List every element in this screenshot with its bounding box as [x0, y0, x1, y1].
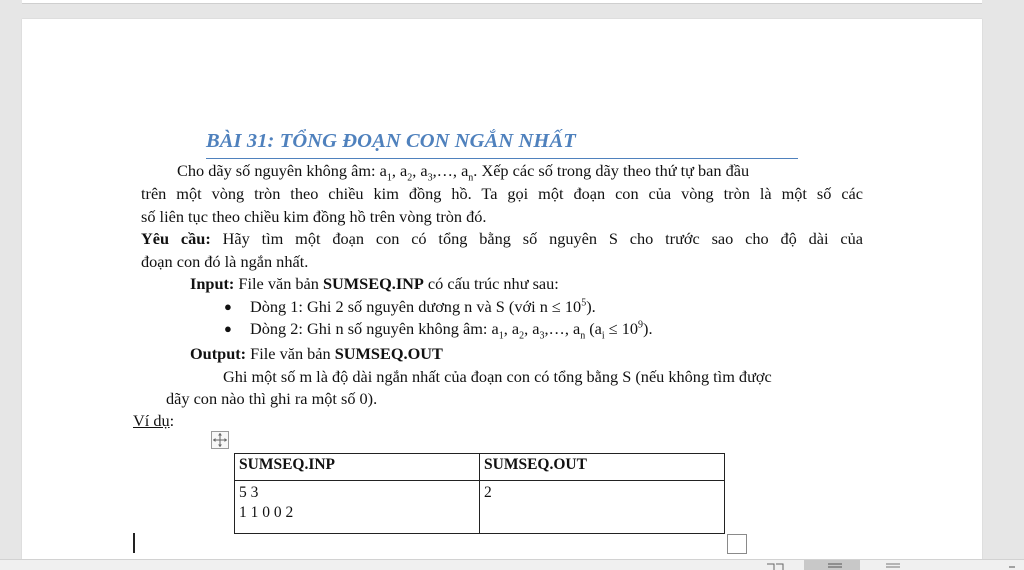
requirement-label: Yêu cầu:: [141, 229, 211, 248]
input-heading: Input: File văn bản SUMSEQ.INP có cấu trúc như sau:: [190, 274, 559, 293]
previous-page-edge: [22, 0, 982, 4]
output-label: Output:: [190, 344, 247, 363]
table-header-cell[interactable]: SUMSEQ.OUT: [480, 454, 725, 481]
table-cell-input[interactable]: [235, 481, 480, 534]
page-title: BÀI 31: TỔNG ĐOẠN CON NGẮN NHẤT: [206, 130, 576, 152]
bullet-icon: ●: [224, 321, 232, 336]
input-example-line: 5 3: [239, 484, 259, 501]
example-table: [234, 453, 725, 534]
table-header-cell[interactable]: SUMSEQ.INP: [235, 454, 480, 481]
table-move-handle[interactable]: [211, 431, 229, 449]
table-cell-output[interactable]: [480, 481, 725, 534]
output-filename: SUMSEQ.OUT: [334, 344, 443, 363]
document-page[interactable]: [22, 19, 982, 559]
requirement-line-2: đoạn con đó là ngắn nhất.: [141, 252, 309, 271]
input-filename: SUMSEQ.INP: [322, 274, 424, 293]
table-row: [235, 481, 725, 534]
output-line-1: Ghi một số m là độ dài ngắn nhất của đoạn con có tổng bằng S (nếu không tìm được: [223, 367, 772, 386]
input-bullet-1: Dòng 1: Ghi 2 số nguyên dương n và S (với $n \le 10^5$).: [250, 297, 596, 316]
intro-line-1: Cho dãy số nguyên không âm: $a_1$, $a_2$, $a_3,\dots$, $a_n$. Xếp các số trong dãy theo thứ tự ban đầu: [177, 161, 750, 184]
status-bar: [0, 559, 1024, 570]
title-underline: [206, 158, 798, 159]
output-heading: Output: File văn bản SUMSEQ.OUT: [190, 344, 443, 363]
example-label: Ví dụ:: [133, 411, 175, 430]
input-bullet-2: Dòng 2: Ghi n số nguyên không âm: $a_1$, $a_2$, $a_3,\dots$, $a_n$ $(a_i \le 10^9)$.: [250, 319, 653, 342]
intro-line-3: số liên tục theo chiều kim đồng hồ trên vòng tròn đó.: [141, 207, 487, 226]
intro-line-2: trên một vòng tròn theo chiều kim đồng hồ. Ta gọi một đoạn con của vòng tròn là một số các: [141, 184, 863, 203]
table-resize-handle[interactable]: [727, 534, 747, 554]
output-line-2: dãy con nào thì ghi ra một số 0).: [166, 389, 378, 408]
text-cursor: [133, 533, 135, 553]
output-example-line: 2: [484, 484, 492, 501]
move-arrows-icon: [212, 432, 228, 448]
requirement-line-1: Yêu cầu: Hãy tìm một đoạn con có tổng bằng số nguyên S cho trước sao cho độ dài của: [141, 229, 863, 248]
table-header-row: [235, 454, 725, 481]
input-example-line: 1 1 0 0 2: [239, 504, 294, 521]
bullet-icon: ●: [224, 299, 232, 314]
input-label: Input:: [190, 274, 235, 293]
